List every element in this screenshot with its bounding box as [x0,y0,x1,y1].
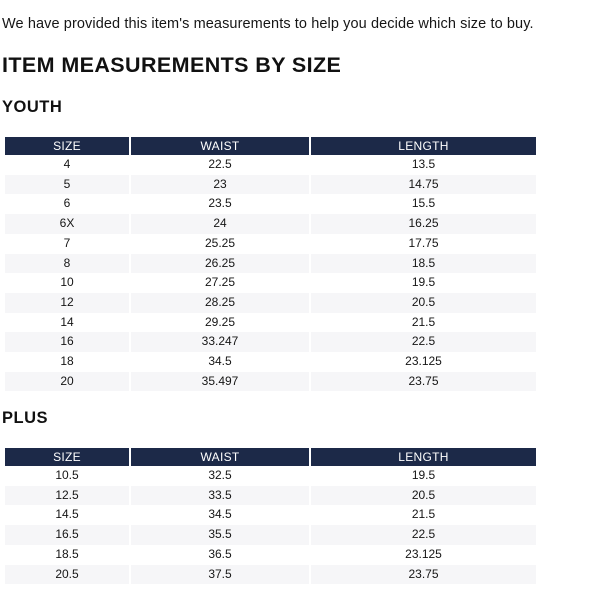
size-cell: 8 [5,254,129,274]
size-cell: 12.5 [5,486,129,506]
length-cell: 23.125 [405,546,442,561]
size-cell: 6 [63,196,71,211]
table-row [5,234,536,254]
table-row [5,273,536,293]
length-cell: 19.5 [411,468,436,482]
length-cell: 20.5 [311,486,536,506]
length-cell: 15.5 [411,196,436,211]
waist-cell: 33.5 [131,486,309,506]
waist-cell: 28.25 [131,293,309,313]
youth-measurements-table [3,137,538,391]
size-cell: 12 [5,293,129,313]
size-cell: 18 [60,354,74,369]
table-row [5,505,536,525]
plus-section-title: PLUS [2,409,49,427]
size-cell: 10 [60,275,74,290]
table-row [5,466,536,486]
table-row [5,194,536,214]
waist-column-header: WAIST [131,448,309,466]
waist-cell: 26.25 [131,254,309,274]
waist-cell: 35.5 [131,525,309,545]
size-cell: 16.5 [5,525,129,545]
page-title: ITEM MEASUREMENTS BY SIZE [2,53,342,77]
length-cell: 21.5 [411,314,436,329]
table-row [5,352,536,372]
size-cell: 5 [5,175,129,195]
table-row [5,293,536,313]
waist-cell: 27.25 [204,275,236,290]
plus-measurements-table [3,448,538,584]
size-cell: 4 [63,157,71,171]
table-row [5,214,536,234]
table-row [5,565,536,585]
table-header-row [5,137,536,155]
youth-section-title: YOUTH [2,98,63,116]
waist-cell: 33.247 [131,332,309,352]
length-cell: 18.5 [311,254,536,274]
size-cell: 14.5 [55,507,79,522]
length-cell: 23.75 [311,372,536,392]
waist-cell: 32.5 [208,468,232,482]
length-cell: 13.5 [411,157,436,171]
length-cell: 17.75 [408,235,439,250]
table-row [5,525,536,545]
length-column-header: LENGTH [311,137,536,155]
length-cell: 19.5 [411,275,436,290]
length-cell: 22.5 [311,332,536,352]
length-cell: 16.25 [311,214,536,234]
table-row [5,372,536,392]
waist-cell: 25.25 [204,235,236,250]
size-cell: 7 [63,235,71,250]
waist-cell: 23.5 [208,196,232,211]
waist-cell: 23 [131,175,309,195]
size-column-header: SIZE [5,448,129,466]
waist-cell: 24 [131,214,309,234]
table-row [5,155,536,175]
length-cell: 22.5 [311,525,536,545]
length-cell: 23.75 [311,565,536,585]
table-row [5,313,536,333]
size-cell: 18.5 [55,546,79,561]
waist-cell: 35.497 [131,372,309,392]
size-cell: 16 [5,332,129,352]
size-cell: 10.5 [55,468,79,482]
length-cell: 23.125 [405,354,442,369]
size-cell: 6X [5,214,129,234]
table-row [5,175,536,195]
size-column-header: SIZE [5,137,129,155]
size-cell: 14 [60,314,74,329]
size-cell: 20.5 [5,565,129,585]
waist-cell: 22.5 [208,157,232,171]
waist-cell: 29.25 [204,314,236,329]
waist-cell: 34.5 [208,507,232,522]
size-cell: 20 [5,372,129,392]
waist-column-header: WAIST [131,137,309,155]
length-cell: 21.5 [411,507,436,522]
table-row [5,486,536,506]
length-cell: 14.75 [311,175,536,195]
length-cell: 20.5 [311,293,536,313]
table-row [5,332,536,352]
waist-cell: 36.5 [208,546,232,561]
table-row [5,254,536,274]
waist-cell: 34.5 [208,354,232,369]
table-header-row [5,448,536,466]
waist-cell: 37.5 [131,565,309,585]
length-column-header: LENGTH [311,448,536,466]
intro-text: We have provided this item's measurements to help you decide which size to buy. [2,16,534,32]
table-row [5,545,536,565]
